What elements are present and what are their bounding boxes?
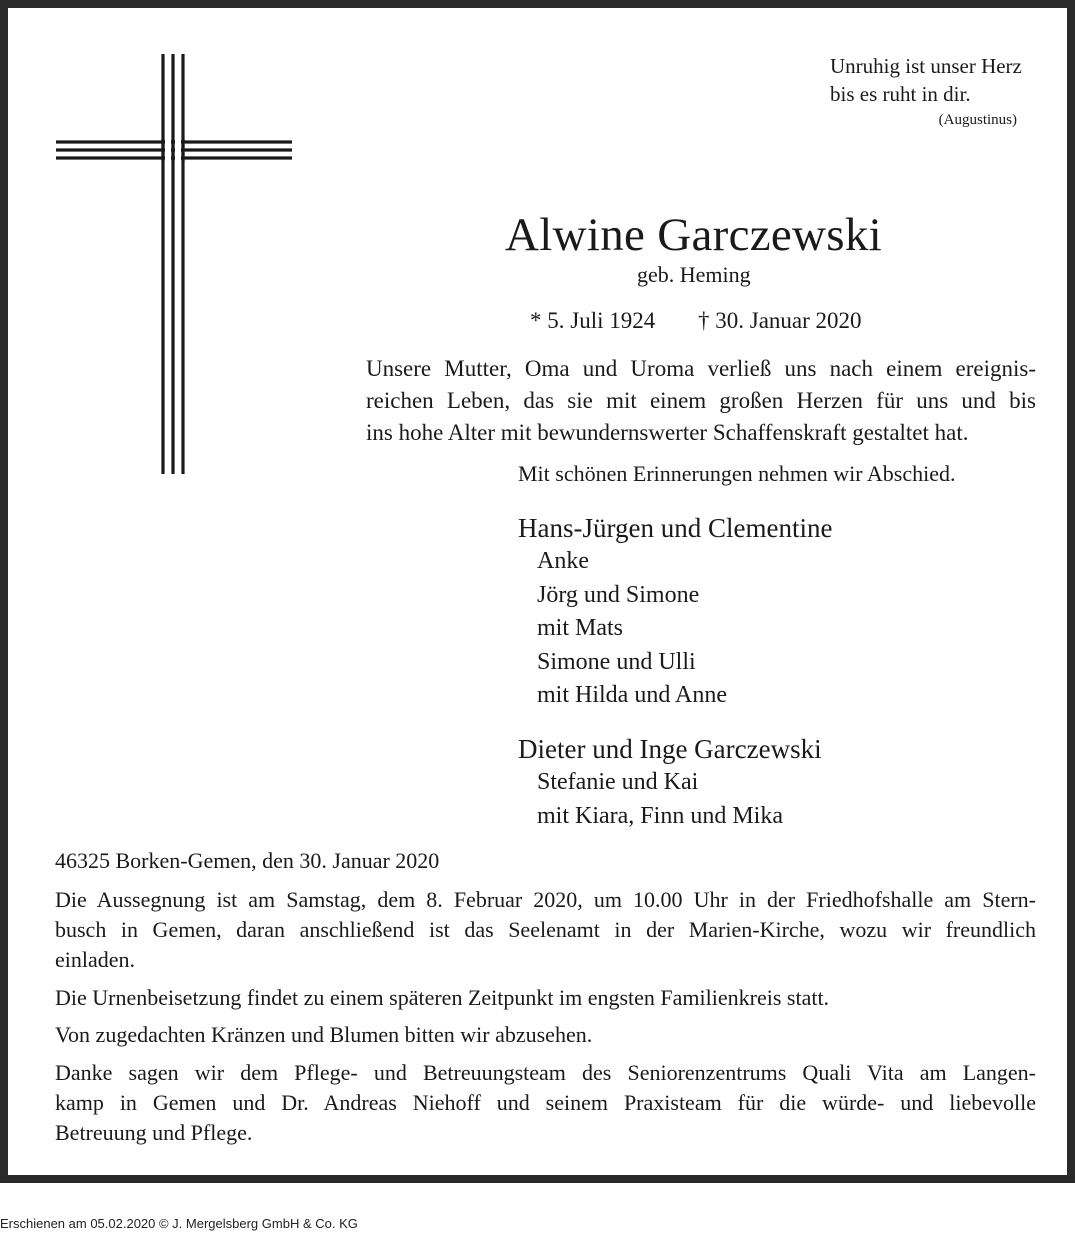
farewell-text: Mit schönen Erinnerungen nehmen wir Abschied. <box>518 461 956 486</box>
family-member: mit Mats <box>537 615 624 641</box>
paragraph-line: einladen. <box>55 947 136 972</box>
family-group <box>518 732 822 833</box>
paragraph-line: busch in Gemen, daran anschließend ist das Seelenamt in der Marien-Kirche, wozu wir freundlich <box>55 917 1036 942</box>
publication-footer: Erschienen am 05.02.2020 © J. Mergelsberg GmbH & Co. KG <box>0 1216 358 1231</box>
family-member: Stefanie und Kai <box>537 769 699 795</box>
family-member: mit Hilda und Anne <box>537 682 727 708</box>
paragraph-line: Die Urnenbeisetzung findet zu einem späteren Zeitpunkt im engsten Familienkreis statt. <box>55 985 830 1010</box>
family-head: Dieter und Inge Garczewski <box>518 734 822 764</box>
death-date: † 30. Januar 2020 <box>698 308 862 333</box>
intro-line: reichen Leben, das sie mit einem großen Herzen für uns und bis <box>366 388 1036 413</box>
motto <box>830 52 1022 108</box>
family-member: Jörg und Simone <box>537 581 700 608</box>
family-member: mit Kiara, Finn und Mika <box>537 802 783 829</box>
family-head: Hans-Jürgen und Clementine <box>518 513 833 543</box>
funeral-info-paragraph <box>55 885 1036 975</box>
place-date: 46325 Borken-Gemen, den 30. Januar 2020 <box>55 848 440 873</box>
family-group <box>518 511 832 713</box>
deceased-name: Alwine Garczewski <box>505 209 883 261</box>
motto-line: bis es ruht in dir. <box>830 82 971 106</box>
burial-paragraph <box>55 983 1036 1013</box>
paragraph-line: Betreuung und Pflege. <box>55 1120 253 1145</box>
paragraph-line: Die Aussegnung ist am Samstag, dem 8. Februar 2020, um 10.00 Uhr in der Friedhofshalle am Stern- <box>55 887 1036 912</box>
motto-line: Unruhig ist unser Herz <box>830 54 1022 78</box>
intro-line: ins hohe Alter mit bewundernswerter Schaffenskraft gestaltet hat. <box>366 420 969 445</box>
thanks-paragraph <box>55 1058 1036 1148</box>
family-member: Anke <box>537 548 589 574</box>
intro-line: Unsere Mutter, Oma und Uroma verließ uns nach einem ereignis- <box>366 356 1036 381</box>
family-member: Simone und Ulli <box>537 648 696 675</box>
paragraph-line: Danke sagen wir dem Pflege- und Betreuungsteam des Seniorenzentrums Quali Vita am Langen- <box>55 1060 1036 1085</box>
paragraph-line: Von zugedachten Kränzen und Blumen bitten wir abzusehen. <box>55 1022 593 1047</box>
maiden-name: geb. Heming <box>637 262 751 287</box>
motto-source: (Augustinus) <box>938 112 1017 128</box>
birth-date: * 5. Juli 1924 <box>530 308 656 333</box>
intro-text <box>366 353 1036 449</box>
wreath-paragraph <box>55 1020 1036 1050</box>
cross-icon <box>56 54 292 474</box>
paragraph-line: kamp in Gemen und Dr. Andreas Niehoff und seinem Praxisteam für die würde- und liebevolle <box>55 1090 1036 1115</box>
